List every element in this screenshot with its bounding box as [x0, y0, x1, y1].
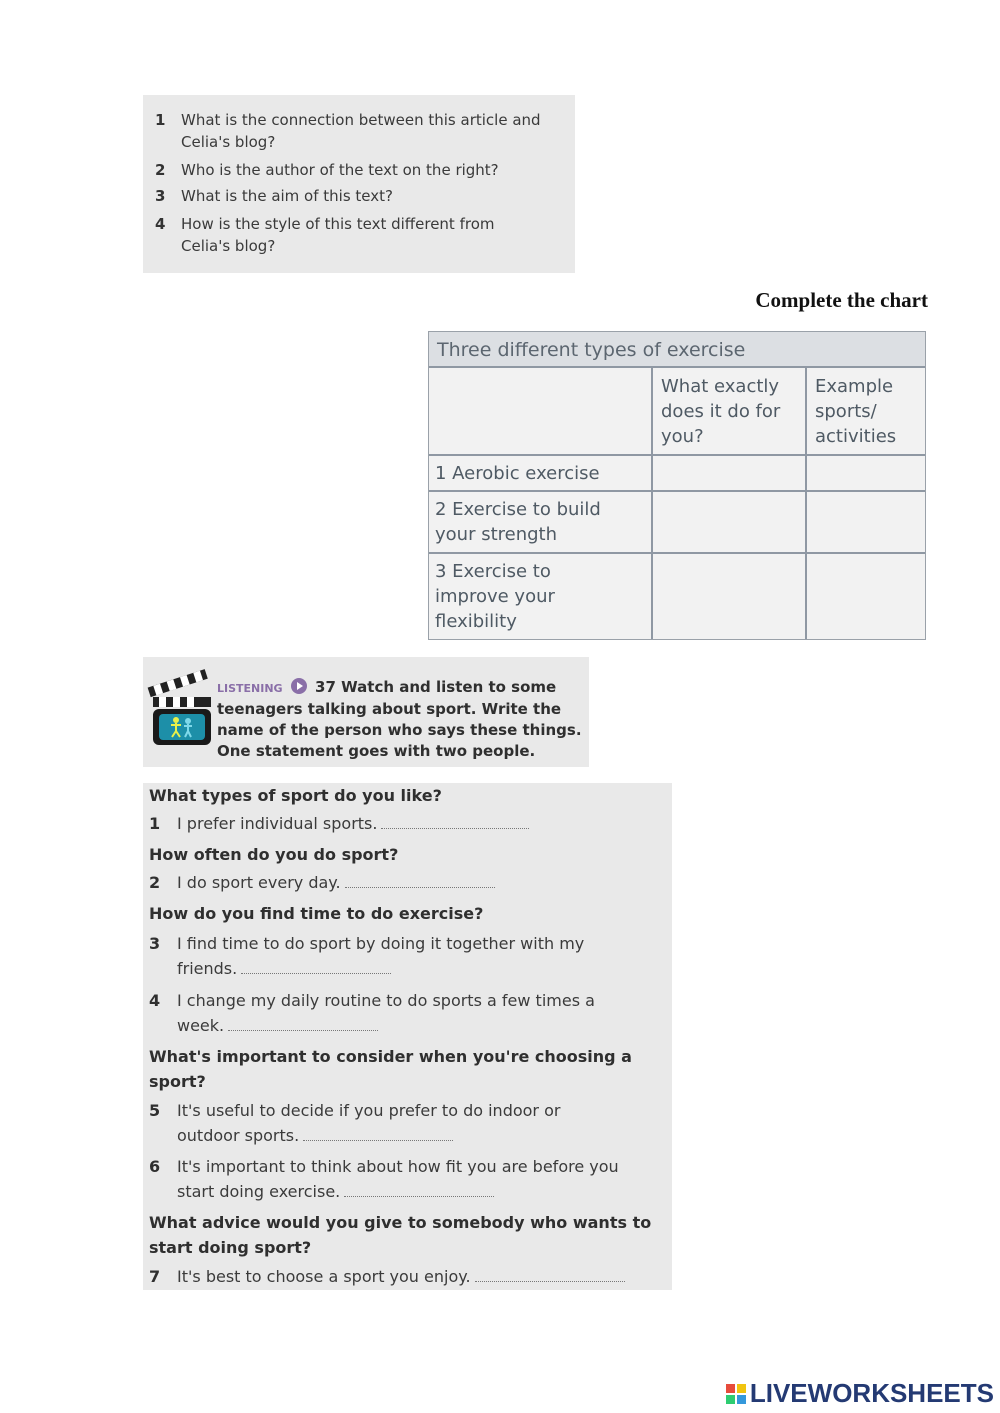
answer-cell[interactable]: [653, 554, 805, 639]
listening-box: [143, 657, 589, 767]
statement-number: 2: [149, 873, 161, 892]
section-heading: What types of sport do you like?: [149, 786, 442, 805]
statement-text: It's best to choose a sport you enjoy.: [177, 1267, 471, 1286]
answer-blank[interactable]: [344, 1182, 494, 1197]
play-icon[interactable]: [291, 678, 307, 694]
question-item: [155, 159, 561, 181]
statement-number: 5: [149, 1101, 161, 1120]
answer-cell[interactable]: [653, 492, 805, 552]
statement-number: 6: [149, 1157, 161, 1176]
answer-cell[interactable]: [807, 492, 925, 552]
question-text: What is the aim of this text?: [181, 187, 393, 205]
question-text: What is the connection between this article and Celia's blog?: [181, 111, 541, 151]
statement-number: 7: [149, 1267, 161, 1286]
listening-tag: LISTENING: [217, 682, 283, 695]
statement-item: [149, 870, 657, 895]
listening-instruction: [217, 677, 587, 762]
instruction-text: Watch and listen to some teenagers talking about sport. Write the name of the person who says these things. One statement goes with two people.: [217, 678, 582, 760]
question-number: 4: [155, 215, 166, 233]
table-title: Three different types of exercise: [429, 332, 925, 368]
exercise-table: [428, 331, 926, 640]
answer-cell[interactable]: [653, 456, 805, 490]
track-number: 37: [315, 678, 336, 696]
statement-item: [149, 1264, 657, 1289]
logo-mark-icon: [726, 1384, 746, 1404]
statements-panel: [143, 783, 672, 1290]
answer-blank[interactable]: [381, 814, 529, 829]
statement-text: I find time to do sport by doing it together with my friends.: [177, 934, 585, 978]
column-header-examples: Example sports/ activities: [815, 376, 897, 447]
statement-item: [149, 1098, 617, 1148]
statement-item: [149, 811, 657, 836]
section-heading: What advice would you give to somebody who wants to start doing sport?: [149, 1213, 652, 1257]
statement-item: [149, 931, 637, 981]
answer-cell[interactable]: [807, 456, 925, 490]
answer-blank[interactable]: [303, 1126, 453, 1141]
answer-blank[interactable]: [475, 1267, 625, 1282]
section-heading: How do you find time to do exercise?: [149, 904, 484, 923]
question-text: Who is the author of the text on the right?: [181, 161, 499, 179]
question-item: [155, 213, 511, 257]
statement-number: 4: [149, 991, 161, 1010]
row-label-flexibility: 3 Exercise to improve your flexibility: [435, 561, 555, 632]
statement-number: 1: [149, 814, 161, 833]
statement-text: I do sport every day.: [177, 873, 341, 892]
question-text: How is the style of this text different from Celia's blog?: [181, 215, 495, 255]
statement-text: I prefer individual sports.: [177, 814, 378, 833]
answer-blank[interactable]: [345, 873, 495, 888]
statement-number: 3: [149, 934, 161, 953]
question-number: 1: [155, 111, 166, 129]
column-header-effect: What exactly does it do for you?: [661, 376, 781, 447]
statement-text: It's useful to decide if you prefer to do indoor or outdoor sports.: [177, 1101, 561, 1145]
question-number: 3: [155, 187, 166, 205]
question-number: 2: [155, 161, 166, 179]
chart-heading: Complete the chart: [755, 288, 928, 312]
answer-cell[interactable]: [807, 554, 925, 639]
statement-text: I change my daily routine to do sports a few times a week.: [177, 991, 595, 1035]
answer-blank[interactable]: [228, 1016, 378, 1031]
answer-blank[interactable]: [241, 959, 391, 974]
row-label-strength: 2 Exercise to build your strength: [435, 499, 601, 545]
statement-text: It's important to think about how fit you are before you start doing exercise.: [177, 1157, 619, 1201]
questions-panel: [143, 95, 575, 273]
liveworksheets-logo[interactable]: [726, 1378, 994, 1409]
clapperboard-icon: [147, 663, 219, 751]
row-label-aerobic: 1 Aerobic exercise: [435, 463, 600, 484]
section-heading: How often do you do sport?: [149, 845, 399, 864]
question-item: [155, 185, 561, 207]
statement-item: [149, 988, 642, 1038]
question-item: [155, 109, 561, 153]
section-heading: What's important to consider when you're choosing a sport?: [149, 1047, 632, 1091]
logo-text: LIVEWORKSHEETS: [749, 1378, 994, 1408]
statement-item: [149, 1154, 637, 1204]
